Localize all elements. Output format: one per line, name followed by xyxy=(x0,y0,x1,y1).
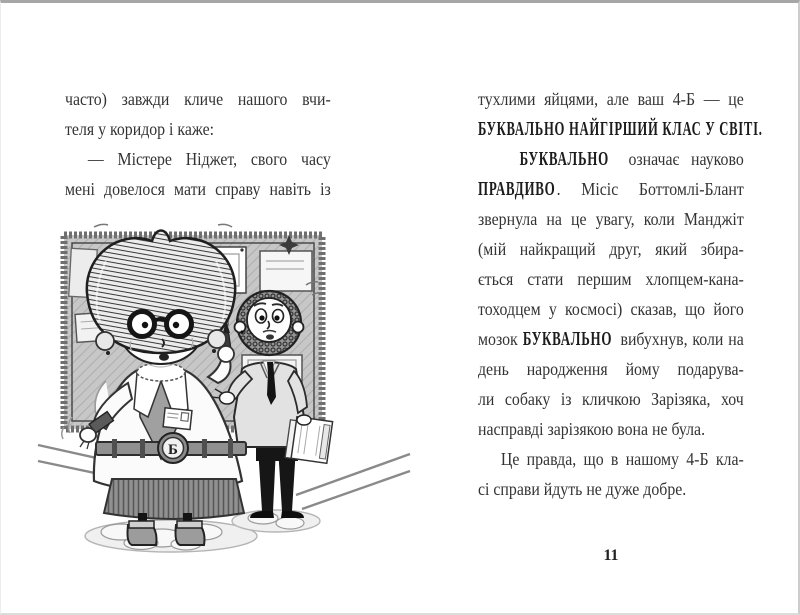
belt-buckle-letter: Б xyxy=(168,442,178,458)
left-page-text xyxy=(65,84,367,204)
teacher-ear xyxy=(293,322,304,333)
belt-buckle xyxy=(158,433,188,463)
text-line: — Містере Ніджет, свого часу xyxy=(87,149,331,169)
text-line: ється стати першим хлопцем-кана- xyxy=(478,269,744,289)
hair-curl xyxy=(208,330,226,348)
text-line: мозок БУКВАЛЬНО вибухнув, коли на xyxy=(478,324,744,354)
headmistress-head xyxy=(87,231,235,368)
hair-curl xyxy=(96,332,114,350)
text-line: ПРАВДИВО. Місіс Боттомлі-Блант xyxy=(478,174,744,204)
text-line: тухлими яйцями, але ваш 4-Б — це xyxy=(478,89,744,109)
teacher-ear xyxy=(235,322,246,333)
page-number: 11 xyxy=(603,547,619,564)
text-line: часто) завжди кличе нашого вчи- xyxy=(65,89,331,109)
lace-collar xyxy=(137,363,185,381)
text-line: (мій найкращий друг, який збира- xyxy=(478,239,744,259)
earring-icon xyxy=(212,349,216,353)
teacher-head xyxy=(235,291,304,355)
board-paper xyxy=(260,251,312,291)
earring-icon xyxy=(240,330,243,333)
display-caps-text: БУКВАЛЬНО xyxy=(519,147,609,170)
text-line: теля у коридор і каже: xyxy=(65,119,215,139)
motion-marks xyxy=(94,224,232,227)
right-page-text xyxy=(478,84,780,504)
display-caps-text: БУКВАЛЬНО НАЙГІРШИЙ КЛАС У СВІТІ. xyxy=(478,117,763,140)
text-line-display xyxy=(478,114,763,144)
text-line: ли собаку із кличкою Зарізяка, хоч xyxy=(478,389,744,409)
text-line: БУКВАЛЬНО означає науково xyxy=(478,144,744,174)
text-line: Це правда, що в нашому 4-Б кла- xyxy=(500,449,744,469)
text-line: мені довелося мати справу навіть із xyxy=(65,179,331,199)
text-line: насправді зарізякою вона не була. xyxy=(478,419,706,439)
text-line: тоходцем у космосі) сказав, що його xyxy=(478,299,744,319)
display-caps-text: БУКВАЛЬНО xyxy=(522,327,612,350)
display-caps-text: ПРАВДИВО xyxy=(478,177,556,200)
earring-icon xyxy=(106,351,110,355)
id-badge xyxy=(163,408,192,430)
skirt xyxy=(104,479,244,519)
text-line: день народження йому подарува- xyxy=(478,359,744,379)
illustration xyxy=(36,221,411,553)
text-line: сі справи йдуть не дуже добре. xyxy=(478,479,687,499)
text-line: звернула на це увагу, коли Манджіт xyxy=(478,209,744,229)
